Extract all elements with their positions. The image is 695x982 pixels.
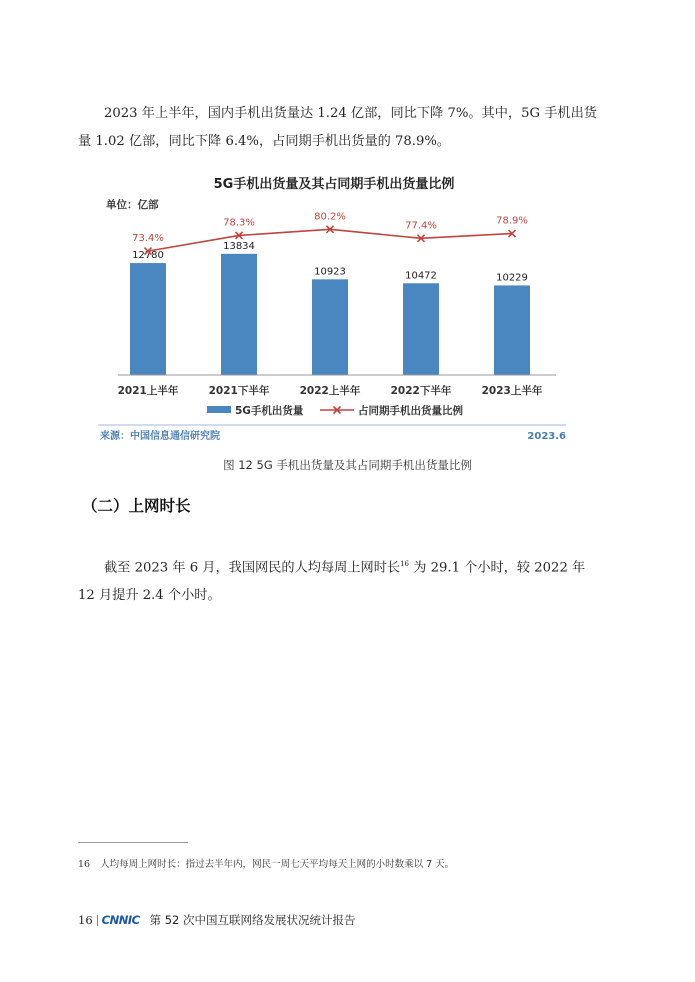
ratio-value-label: 77.4%	[405, 220, 437, 232]
chart-date: 2023.6	[527, 431, 566, 442]
bar-2021上半年	[130, 263, 166, 375]
chart-svg	[92, 168, 572, 450]
x-tick-label: 2021上半年	[117, 385, 179, 397]
x-tick-label: 2022上半年	[299, 385, 361, 397]
ratio-value-label: 78.3%	[223, 217, 255, 229]
chart-source: 来源：中国信息通信研究院	[100, 431, 220, 442]
bar-2021下半年	[221, 254, 257, 375]
paragraph-shipments: 2023 年上半年，国内手机出货量达 1.24 亿部，同比下降 7%。其中，5G 手机出货量 1.02 亿部，同比下降 6.4%，占同期手机出货量的 78.9%。	[78, 106, 597, 149]
ratio-value-label: 80.2%	[314, 211, 346, 223]
line-layer	[132, 211, 528, 254]
ratio-value-label: 78.9%	[496, 215, 528, 227]
paragraph-online-time	[78, 550, 598, 610]
bar-value-label: 12780	[132, 250, 164, 262]
x-tick-label: 2023上半年	[481, 385, 543, 397]
ratio-value-label: 73.4%	[132, 233, 164, 245]
x-tick-labels	[118, 384, 543, 397]
footnote-divider	[78, 842, 188, 843]
legend-line-label: 占同期手机出货量比例	[358, 405, 463, 417]
page-number: 16	[78, 913, 93, 927]
footer-separator	[97, 915, 98, 926]
legend-bar-swatch	[207, 406, 231, 413]
legend-bar-label: 5G手机出货量	[235, 405, 304, 417]
x-tick-label: 2021下半年	[208, 385, 270, 397]
bar-2022下半年	[403, 283, 439, 375]
paragraph-online-time-part-2: 为 29.1 个小时，较 2022 年 12 月提升 2.4 个小时。	[78, 560, 586, 604]
bar-2023上半年	[494, 285, 530, 375]
cnnic-logo: CNNIC	[101, 913, 140, 927]
footnote	[78, 856, 454, 870]
page-footer	[78, 912, 356, 928]
bar-value-label: 13834	[223, 240, 255, 252]
footnote-number: 16	[78, 859, 91, 870]
bar-2022上半年	[312, 279, 348, 375]
x-tick-label: 2022下半年	[390, 385, 452, 397]
bars-layer	[130, 241, 530, 375]
paragraph-online-time-part-1: 截至 2023 年 6 月，我国网民的人均每周上网时长	[104, 560, 401, 576]
ratio-line	[148, 229, 512, 251]
bar-value-label: 10923	[314, 266, 346, 278]
bar-value-label: 10472	[405, 270, 437, 282]
figure-caption: 图 12 5G 手机出货量及其占同期手机出货量比例	[223, 458, 472, 472]
chart-legend	[207, 404, 463, 417]
footnote-ref[interactable]: 16	[400, 560, 410, 568]
chart-figure	[92, 168, 572, 450]
chart-title: 5G手机出货量及其占同期手机出货量比例	[213, 177, 455, 192]
footnote-text: 人均每周上网时长：指过去半年内，网民一周七天平均每天上网的小时数乘以 7 天。	[100, 859, 455, 870]
unit-label: 单位：亿部	[106, 199, 159, 211]
section-heading: （二）上网时长	[82, 497, 191, 515]
bar-value-label: 10229	[496, 272, 528, 284]
report-title: 第 52 次中国互联网络发展状况统计报告	[149, 913, 356, 927]
